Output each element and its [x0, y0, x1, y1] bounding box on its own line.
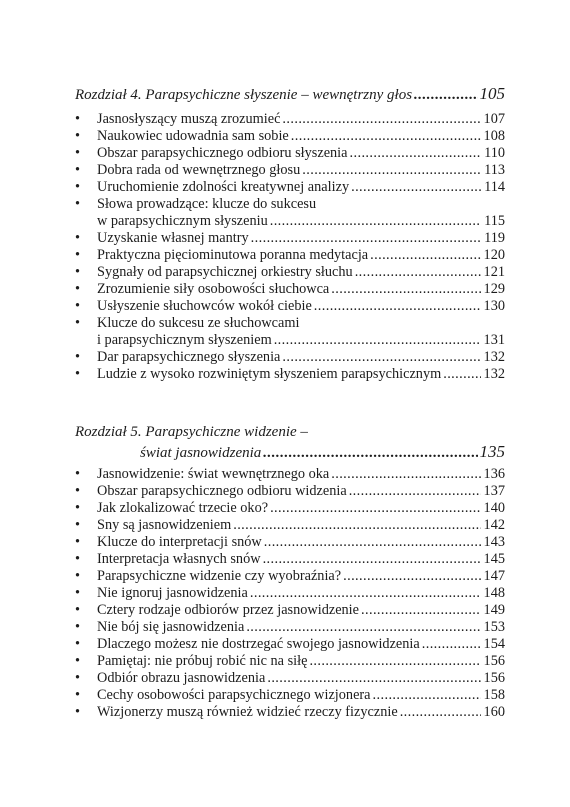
bullet-icon: •	[75, 162, 81, 178]
bullet-icon: •	[75, 534, 81, 550]
toc-entry-text: Odbiór obrazu jasnowidzenia	[97, 670, 266, 686]
toc-entry-line	[75, 500, 505, 517]
toc-entry[interactable]	[75, 145, 505, 162]
dot-leader	[314, 298, 481, 315]
dot-leader	[264, 534, 481, 551]
toc-entry[interactable]	[75, 179, 505, 196]
toc-entry-text: Nie ignoruj jasnowidzenia	[97, 585, 248, 601]
toc-page-number: 143	[483, 534, 505, 550]
toc-entry-line	[75, 247, 505, 264]
dot-leader	[414, 85, 477, 105]
toc-page-number: 114	[484, 179, 505, 195]
toc-entry-line	[75, 315, 505, 332]
chapter-title-text: Rozdział 5. Parapsychiczne widzenie –	[75, 424, 308, 440]
dot-leader	[443, 366, 481, 383]
toc-page-number: 156	[483, 653, 505, 669]
toc-page-number: 110	[484, 145, 505, 161]
toc-entry-line	[75, 466, 505, 483]
toc-entry[interactable]	[75, 687, 505, 704]
bullet-icon: •	[75, 298, 81, 314]
toc-entry-text: Dar parapsychicznego słyszenia	[97, 349, 281, 365]
toc-entry-text: Praktyczna pięciominutowa poranna medytacja	[97, 247, 369, 263]
bullet-icon: •	[75, 349, 81, 365]
bullet-icon: •	[75, 500, 81, 516]
bullet-icon: •	[75, 145, 81, 161]
chapter-title-line	[75, 442, 505, 463]
dot-leader	[331, 281, 481, 298]
toc-entry-line	[75, 585, 505, 602]
bullet-icon: •	[75, 128, 81, 144]
toc-entry-text: Sygnały od parapsychicznej orkiestry słuchu	[97, 264, 353, 280]
toc-entry-line	[75, 145, 505, 162]
dot-leader	[373, 687, 481, 704]
bullet-icon: •	[75, 551, 81, 567]
toc-entry[interactable]	[75, 602, 505, 619]
toc-entry-text: Jak zlokalizować trzecie oko?	[97, 500, 269, 516]
bullet-icon: •	[75, 687, 81, 703]
toc-entry[interactable]	[75, 670, 505, 687]
toc-entry-text: Jasnowidzenie: świat wewnętrznego oka	[97, 466, 330, 482]
bullet-icon: •	[75, 366, 81, 382]
bullet-icon: •	[75, 196, 81, 212]
toc-entry-line	[75, 366, 505, 383]
toc-page-number: 149	[483, 602, 505, 618]
dot-leader	[251, 230, 481, 247]
toc-entry-line	[75, 230, 505, 247]
bullet-icon: •	[75, 230, 81, 246]
toc-entry-line	[75, 179, 505, 196]
bullet-icon: •	[75, 466, 81, 482]
toc-entry[interactable]	[75, 653, 505, 670]
toc-entry-text: Obszar parapsychicznego odbioru słyszenia	[97, 145, 348, 161]
toc-entry-line	[75, 332, 505, 349]
dot-leader	[233, 517, 481, 534]
chapter-title-line	[75, 84, 505, 105]
toc-entry-list	[75, 466, 505, 721]
dot-leader	[270, 500, 481, 517]
bullet-icon: •	[75, 247, 81, 263]
dot-leader	[309, 653, 481, 670]
toc-entry[interactable]	[75, 483, 505, 500]
dot-leader	[291, 128, 481, 145]
toc-entry-text: w parapsychicznym słyszeniu	[97, 213, 268, 229]
toc-page-number: 107	[483, 111, 505, 127]
toc-page-number: 142	[483, 517, 505, 533]
toc-page-number: 115	[484, 213, 505, 229]
toc-entry-line	[75, 483, 505, 500]
toc-page-number: 147	[483, 568, 505, 584]
toc-entry-line	[75, 298, 505, 315]
toc-entry-line	[75, 653, 505, 670]
toc-entry-line	[75, 670, 505, 687]
toc-entry-line	[75, 687, 505, 704]
toc-entry[interactable]	[75, 517, 505, 534]
toc-entry-text: Jasnosłyszący muszą zrozumieć	[97, 111, 281, 127]
bullet-icon: •	[75, 264, 81, 280]
toc-page-number: 132	[483, 349, 505, 365]
toc-entry-text: Cechy osobowości parapsychicznego wizjonera	[97, 687, 371, 703]
toc-entry[interactable]	[75, 466, 505, 483]
toc-page-number: 154	[483, 636, 505, 652]
bullet-icon: •	[75, 670, 81, 686]
dot-leader	[267, 670, 481, 687]
toc-entry[interactable]	[75, 534, 505, 551]
chapter-page-number: 135	[479, 442, 505, 461]
toc-entry-text: Słowa prowadzące: klucze do sukcesu	[97, 196, 317, 212]
toc-page-number: 153	[483, 619, 505, 635]
bullet-icon: •	[75, 704, 81, 720]
chapter-title-text: Rozdział 4. Parapsychiczne słyszenie – wewnętrzny głos	[75, 87, 413, 103]
toc-entry-text: Wizjonerzy muszą również widzieć rzeczy fizycznie	[97, 704, 398, 720]
dot-leader	[274, 332, 481, 349]
toc-entry[interactable]	[75, 196, 505, 230]
toc-entry-line	[75, 534, 505, 551]
dot-leader	[355, 264, 481, 281]
dot-leader	[350, 145, 481, 162]
toc-entry-text: Nie bój się jasnowidzenia	[97, 619, 245, 635]
dot-leader	[349, 483, 481, 500]
toc-entry-line	[75, 196, 505, 213]
toc-entry-line	[75, 619, 505, 636]
toc-entry[interactable]	[75, 111, 505, 128]
toc-entry[interactable]	[75, 551, 505, 568]
toc-page-number: 145	[483, 551, 505, 567]
chapter-page-number: 105	[479, 84, 505, 103]
toc-entry-line	[75, 111, 505, 128]
toc-entry[interactable]	[75, 636, 505, 653]
dot-leader	[422, 636, 481, 653]
dot-leader	[250, 585, 481, 602]
bullet-icon: •	[75, 517, 81, 533]
toc-entry-text: Cztery rodzaje odbiorów przez jasnowidzenie	[97, 602, 360, 618]
toc-entry-line	[75, 264, 505, 281]
toc-entry[interactable]	[75, 349, 505, 366]
toc-entry[interactable]	[75, 264, 505, 281]
toc-entry-text: Klucze do sukcesu ze słuchowcami	[97, 315, 300, 331]
toc-entry-text: Parapsychiczne widzenie czy wyobraźnia?	[97, 568, 342, 584]
dot-leader	[282, 111, 481, 128]
chapter-title-line	[75, 422, 505, 442]
toc-entry[interactable]	[75, 704, 505, 721]
toc-entry-text: Pamiętaj: nie próbuj robić nic na siłę	[97, 653, 308, 669]
chapter-title	[75, 84, 505, 105]
toc-entry-text: Ludzie z wysoko rozwiniętym słyszeniem parapsychicznym	[97, 366, 442, 382]
toc-entry-text: Usłyszenie słuchowców wokół ciebie	[97, 298, 312, 314]
dot-leader	[246, 619, 481, 636]
toc-page-number: 137	[483, 483, 505, 499]
toc-page-number: 136	[483, 466, 505, 482]
dot-leader	[282, 349, 481, 366]
chapter-title-text: świat jasnowidzenia	[140, 445, 262, 461]
toc-entry-text: Zrozumienie siły osobowości słuchowca	[97, 281, 330, 297]
toc-entry-text: Sny są jasnowidzeniem	[97, 517, 232, 533]
toc-page-number: 129	[483, 281, 505, 297]
bullet-icon: •	[75, 585, 81, 601]
toc-entry-line	[75, 281, 505, 298]
toc-entry[interactable]	[75, 500, 505, 517]
toc-entry-text: Obszar parapsychicznego odbioru widzenia	[97, 483, 347, 499]
toc-entry[interactable]	[75, 568, 505, 585]
toc-page-number: 132	[483, 366, 505, 382]
toc-entry[interactable]	[75, 281, 505, 298]
toc-page-number: 108	[483, 128, 505, 144]
toc-entry[interactable]	[75, 128, 505, 145]
bullet-icon: •	[75, 602, 81, 618]
toc-entry-line	[75, 636, 505, 653]
bullet-icon: •	[75, 636, 81, 652]
toc-entry-line	[75, 349, 505, 366]
toc-page-number: 131	[483, 332, 505, 348]
bullet-icon: •	[75, 281, 81, 297]
bullet-icon: •	[75, 179, 81, 195]
toc-entry-line	[75, 162, 505, 179]
toc-page-number: 119	[484, 230, 505, 246]
dot-leader	[370, 247, 481, 264]
toc-entry-line	[75, 551, 505, 568]
toc-entry-text: Naukowiec udowadnia sam sobie	[97, 128, 289, 144]
toc-entry[interactable]	[75, 315, 505, 349]
bullet-icon: •	[75, 111, 81, 127]
dot-leader	[343, 568, 481, 585]
toc-entry-text: Klucze do interpretacji snów	[97, 534, 262, 550]
chapter-title	[75, 422, 505, 463]
toc-entry[interactable]	[75, 162, 505, 179]
toc-entry-text: Interpretacja własnych snów	[97, 551, 261, 567]
toc-entry[interactable]	[75, 585, 505, 602]
toc-entry-line	[75, 128, 505, 145]
bullet-icon: •	[75, 315, 81, 331]
toc-entry-line	[75, 704, 505, 721]
dot-leader	[400, 704, 481, 721]
toc-entry-list	[75, 111, 505, 383]
toc-page-number: 148	[483, 585, 505, 601]
toc-page-number: 120	[483, 247, 505, 263]
toc-page-number: 160	[483, 704, 505, 720]
toc-entry-line	[75, 517, 505, 534]
toc-entry[interactable]	[75, 230, 505, 247]
toc-page-number: 158	[483, 687, 505, 703]
bullet-icon: •	[75, 483, 81, 499]
toc-entry[interactable]	[75, 366, 505, 383]
bullet-icon: •	[75, 568, 81, 584]
toc-entry-text: Uruchomienie zdolności kreatywnej analizy	[97, 179, 350, 195]
dot-leader	[302, 162, 481, 179]
toc-page-number: 140	[483, 500, 505, 516]
toc-entry-text: Dlaczego możesz nie dostrzegać swojego jasnowidzenia	[97, 636, 420, 652]
dot-leader	[351, 179, 481, 196]
bullet-icon: •	[75, 653, 81, 669]
toc-page-number: 113	[484, 162, 505, 178]
dot-leader	[263, 443, 477, 463]
toc-entry-text: i parapsychicznym słyszeniem	[97, 332, 272, 348]
dot-leader	[263, 551, 481, 568]
toc-entry-text: Dobra rada od wewnętrznego głosu	[97, 162, 301, 178]
toc-page-number: 121	[483, 264, 505, 280]
toc-page-number: 156	[483, 670, 505, 686]
toc-entry-line	[75, 213, 505, 230]
dot-leader	[361, 602, 481, 619]
toc-entry-text: Uzyskanie własnej mantry	[97, 230, 249, 246]
toc-entry[interactable]	[75, 619, 505, 636]
toc-entry-line	[75, 602, 505, 619]
dot-leader	[331, 466, 481, 483]
bullet-icon: •	[75, 619, 81, 635]
toc-entry[interactable]	[75, 298, 505, 315]
dot-leader	[270, 213, 481, 230]
toc-page-number: 130	[483, 298, 505, 314]
toc-entry-line	[75, 568, 505, 585]
toc-entry[interactable]	[75, 247, 505, 264]
